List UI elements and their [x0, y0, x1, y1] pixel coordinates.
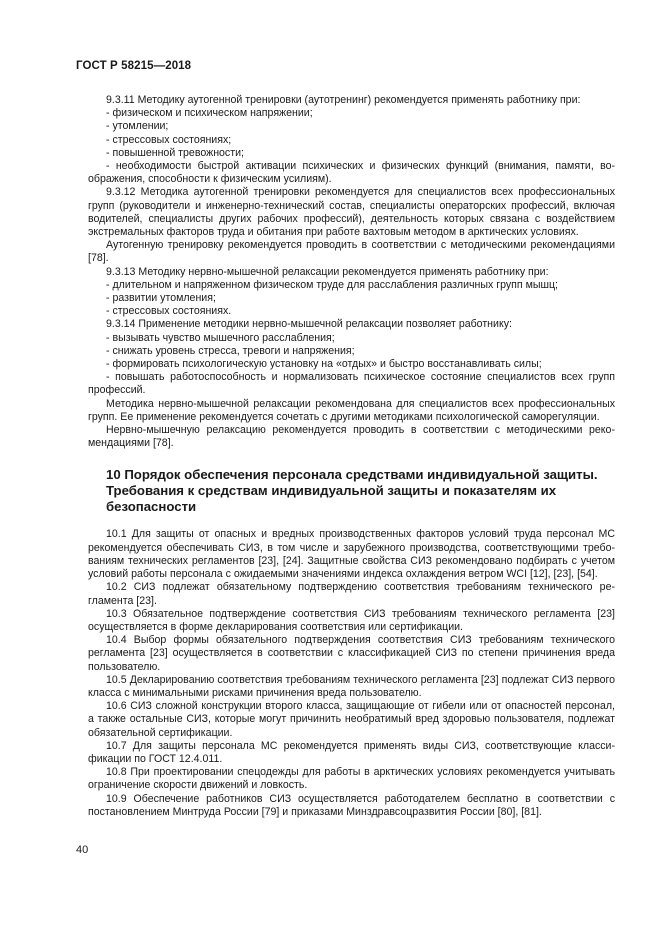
list-item: - формировать психологическую установку на «отдых» и быстро восстанавливать силы;	[106, 358, 542, 371]
list-item: - стрессовых состояниях;	[106, 133, 232, 146]
list-item: - повышенной тревожности;	[106, 146, 244, 159]
paragraph: 10.3 Обязательное подтверждение соответствия СИЗ требованиям технического регламента [23] осуществляется в форме декларирования соответствия или сертификации.	[88, 607, 615, 633]
paragraph: 9.3.12 Методика аутогенной тренировки рекомендуется для специалистов всех профессиональных групп (руководители и инженерно-технический состав, специалисты операторских профессий, включая водителей, специалисты других рабочих профессий), деятельность которых связана с воздействием экстремальных факторов труда и обитания при работе вахтовым методом в арктических условиях.	[88, 186, 615, 239]
list-item: - снижать уровень стресса, тревоги и напряжения;	[106, 344, 355, 357]
section-heading: 10 Порядок обеспечения персонала средствами индивидуальной защиты. Требования к средствам индивидуальной защиты и показателям их безопасности	[106, 467, 598, 515]
paragraph: 9.3.13 Методику нервно-мышечной релаксации рекомендуется применять работнику при:	[106, 265, 549, 278]
paragraph: - повышать работоспособность и нормализовать психическое состояние специалистов всех групп профессий.	[88, 371, 615, 397]
list-item: - длительном и напряженном физическом труде для расслабления различных групп мышц;	[106, 278, 559, 291]
paragraph: 9.3.14 Применение методики нервно-мышечной релаксации позволяет работнику:	[106, 318, 512, 331]
list-item: - развитии утомления;	[106, 292, 216, 305]
paragraph: Аутогенную тренировку рекомендуется проводить в соответствии с методическими рекомендациями [78].	[88, 239, 615, 265]
paragraph: 10.7 Для защиты персонала МС рекомендуется применять виды СИЗ, соответствующие классификации по ГОСТ 12.4.011.	[88, 739, 615, 765]
document-body	[88, 94, 615, 819]
paragraph: Нервно-мышечную релаксацию рекомендуется проводить в соответствии с методическими рекомендациями [78].	[88, 424, 615, 450]
document-header: ГОСТ Р 58215—2018	[76, 60, 192, 72]
list-item: - стрессовых состояниях.	[106, 305, 232, 318]
paragraph: 10.4 Выбор формы обязательного подтверждения соответствия СИЗ требованиям технического регламента [23] осуществляется в соответствии с классификацией СИЗ по степени причинения вреда пользователю.	[88, 634, 615, 673]
list-item: - физическом и психическом напряжении;	[106, 107, 313, 120]
list-item: - вызывать чувство мышечного расслабления;	[106, 331, 335, 344]
list-item: - утомлении;	[106, 120, 169, 133]
paragraph: 9.3.11 Методику аутогенной тренировки (аутотренинг) рекомендуется применять работнику при:	[106, 94, 581, 106]
paragraph: - необходимости быстрой активации психических и физических функций (внимания, памяти, воображения, способности к физическим усилиям).	[88, 160, 615, 186]
paragraph: 10.8 При проектировании спецодежды для работы в арктических условиях рекомендуется учитывать ограничение скорости движений и ловкость.	[88, 766, 615, 792]
paragraph: 10.2 СИЗ подлежат обязательному подтверждению соответствия требованиям технического регламента [23].	[88, 581, 615, 607]
page-number: 40	[76, 844, 89, 856]
paragraph: Методика нервно-мышечной релаксации рекомендована для специалистов всех профессиональных групп. Ее применение рекомендуется сочетать с другими методиками психологической саморегуляции.	[88, 397, 615, 423]
paragraph: 10.1 Для защиты от опасных и вредных производственных факторов условий труда персонал МС рекомендуется обеспечивать СИЗ, в том числе и зарубежного производства, соответствующими требованиям технических регламентов [23], [24]. Защитные свойства СИЗ рекомендовано подбирать с учетом условий работы персонала с ожидаемыми значениями индекса охлаждения ветром WCI [12], [23], [54].	[88, 528, 615, 581]
paragraph: 10.6 СИЗ сложной конструкции второго класса, защищающие от гибели или от опасностей персонал, а также остальные СИЗ, которые могут причинить необратимый вред здоровью пользователя, подлежат обязательной сертификации.	[88, 700, 615, 739]
paragraph: 10.5 Декларированию соответствия требованиям технического регламента [23] подлежат СИЗ первого класса с минимальными рисками причинения вреда пользователю.	[88, 673, 615, 699]
paragraph: 10.9 Обеспечение работников СИЗ осуществляется работодателем бесплатно в соответствии с постановлением Минтруда России [79] и приказами Минздравсоцразвития России [80], [81].	[88, 792, 615, 818]
